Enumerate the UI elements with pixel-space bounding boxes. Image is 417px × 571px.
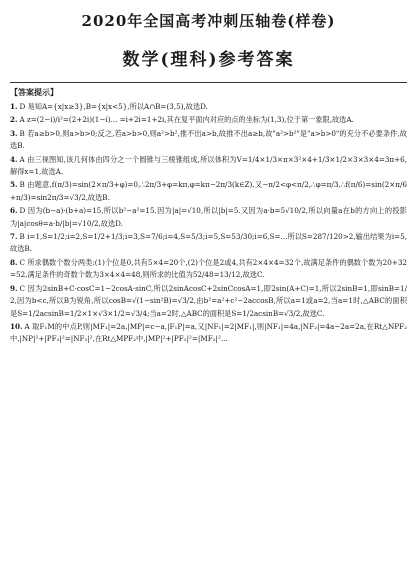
- answer-number: 1.: [10, 102, 18, 111]
- answer-number: 5.: [10, 180, 18, 190]
- answer-list: [10, 101, 407, 346]
- answer-item: [10, 205, 407, 230]
- answer-item: [10, 179, 407, 204]
- answer-number: 7.: [10, 232, 18, 242]
- answer-text: A 由三视图知,该几何体由四分之一个圆锥与三棱锥组成,所以体积为V=1/4×1/3×π×3²×4+1/3×1/2×3×3×4=3π+6,解得x=1,故选A.: [10, 154, 407, 177]
- answer-number: 3.: [10, 128, 18, 138]
- answer-tips-label: 【答案提示】: [10, 87, 58, 97]
- answer-item: [10, 257, 407, 282]
- answer-number: 6.: [10, 206, 18, 216]
- page-subtitle: 数学(理科)参考答案: [122, 50, 295, 70]
- answer-text: B i=1,S=1/2;i=2,S=1/2+1/3;i=3,S=7/6;i=4,S=5/3;i=5,S=53/30;i=6,S=...所以S=287/120>2,输出结果为i=5,故选B.: [10, 232, 407, 254]
- divider: [10, 82, 407, 83]
- answer-number: 9.: [10, 283, 18, 293]
- answer-text: C 所求偶数个数分两类:(1)个位是0,共有5×4=20个,(2)个位是2或4,共有2×4×4=32个,故满足条件的偶数个数为20+32=52,满足条件的奇数个数为3×4×4=48,则所求的比值为52/48=13/12,故选C.: [10, 257, 407, 280]
- answer-item: [10, 321, 407, 346]
- answer-item: [10, 101, 407, 113]
- answer-number: 2.: [10, 115, 18, 125]
- answer-item: [10, 283, 407, 320]
- answer-item: [10, 231, 407, 256]
- answer-text: A 取F₁M的中点P,则|MF₁|=2a,|MP|=c−a,|F₁P|=a,又|NF₁|=2|MF₁|,则|NF₁|=4a,|NF₂|=4a−2a=2a,在Rt△NPF₂中,|NP|²+|PF₂|²=|NF₂|²,在Rt△MPF₂中,|MP|²+|PF₂|²=|MF₂|²...: [10, 321, 407, 344]
- answer-text: A z=(2−i)/i²=(2+2i)(1−i)... =i+2i=1+2i,其在复平面内对应的点的坐标为(1,3),位于第一象限,故选A.: [19, 115, 354, 125]
- answer-text: D 易知A={x|x≥3},B={x|x<5},所以A∩B=(3,5),故选D.: [19, 102, 208, 111]
- page-title: 2020年全国高考冲刺压轴卷(样卷): [81, 12, 336, 30]
- answer-number: 4.: [10, 154, 18, 164]
- answer-text: B 若a≥b>0,则a>b>0;反之,若a>b>0,则a²>b²,推不出a>b,故推不出a≥b,故"a²>b²"是"a>b>0"的充分不必要条件,故选B.: [10, 128, 407, 151]
- answer-text: D 因为(b−a)·(b+a)=15,所以b²−a²=15.因为|a|=√10,所以|b|=5.又因为a·b=5√10/2,所以向量a在b的方向上的投影为|a|cosθ=a·b/|b|=√10/2,故选D.: [10, 206, 407, 228]
- answer-item: [10, 154, 407, 179]
- answer-item: [10, 114, 407, 126]
- answer-text: C 因为2sinB+C·cosC=1−2cosA·sinC,所以2sinAcosC+2sinCcosA=1,即2sin(A+C)=1,所以2sinB=1,即sinB=1/2,因为b<c,所以B为锐角,所以cosB=√(1−sin²B)=√3/2,由b²=a²+c²−2accosB,所以a=1或a=2,当a=1时,△ABC的面积是S=1/2acsinB=1/2×1×√3×1/2=√3/4;当a=2时,△ABC的面积是S=1/2acsinB=√3/2,故选C.: [10, 283, 407, 318]
- answer-text: B 由题意,f(π/3)=sin(2×π/3+φ)=0,∴2π/3+φ=kπ,φ=kπ−2π/3(k∈Z),又−π/2<φ<π/2,∴φ=π/3,∴f(π/6)=sin(2×π/6+π/3)=sin2π/3=√3/2,故选B.: [10, 180, 407, 202]
- answer-number: 8.: [10, 257, 18, 267]
- answer-item: [10, 128, 407, 153]
- answer-number: 10.: [10, 321, 23, 331]
